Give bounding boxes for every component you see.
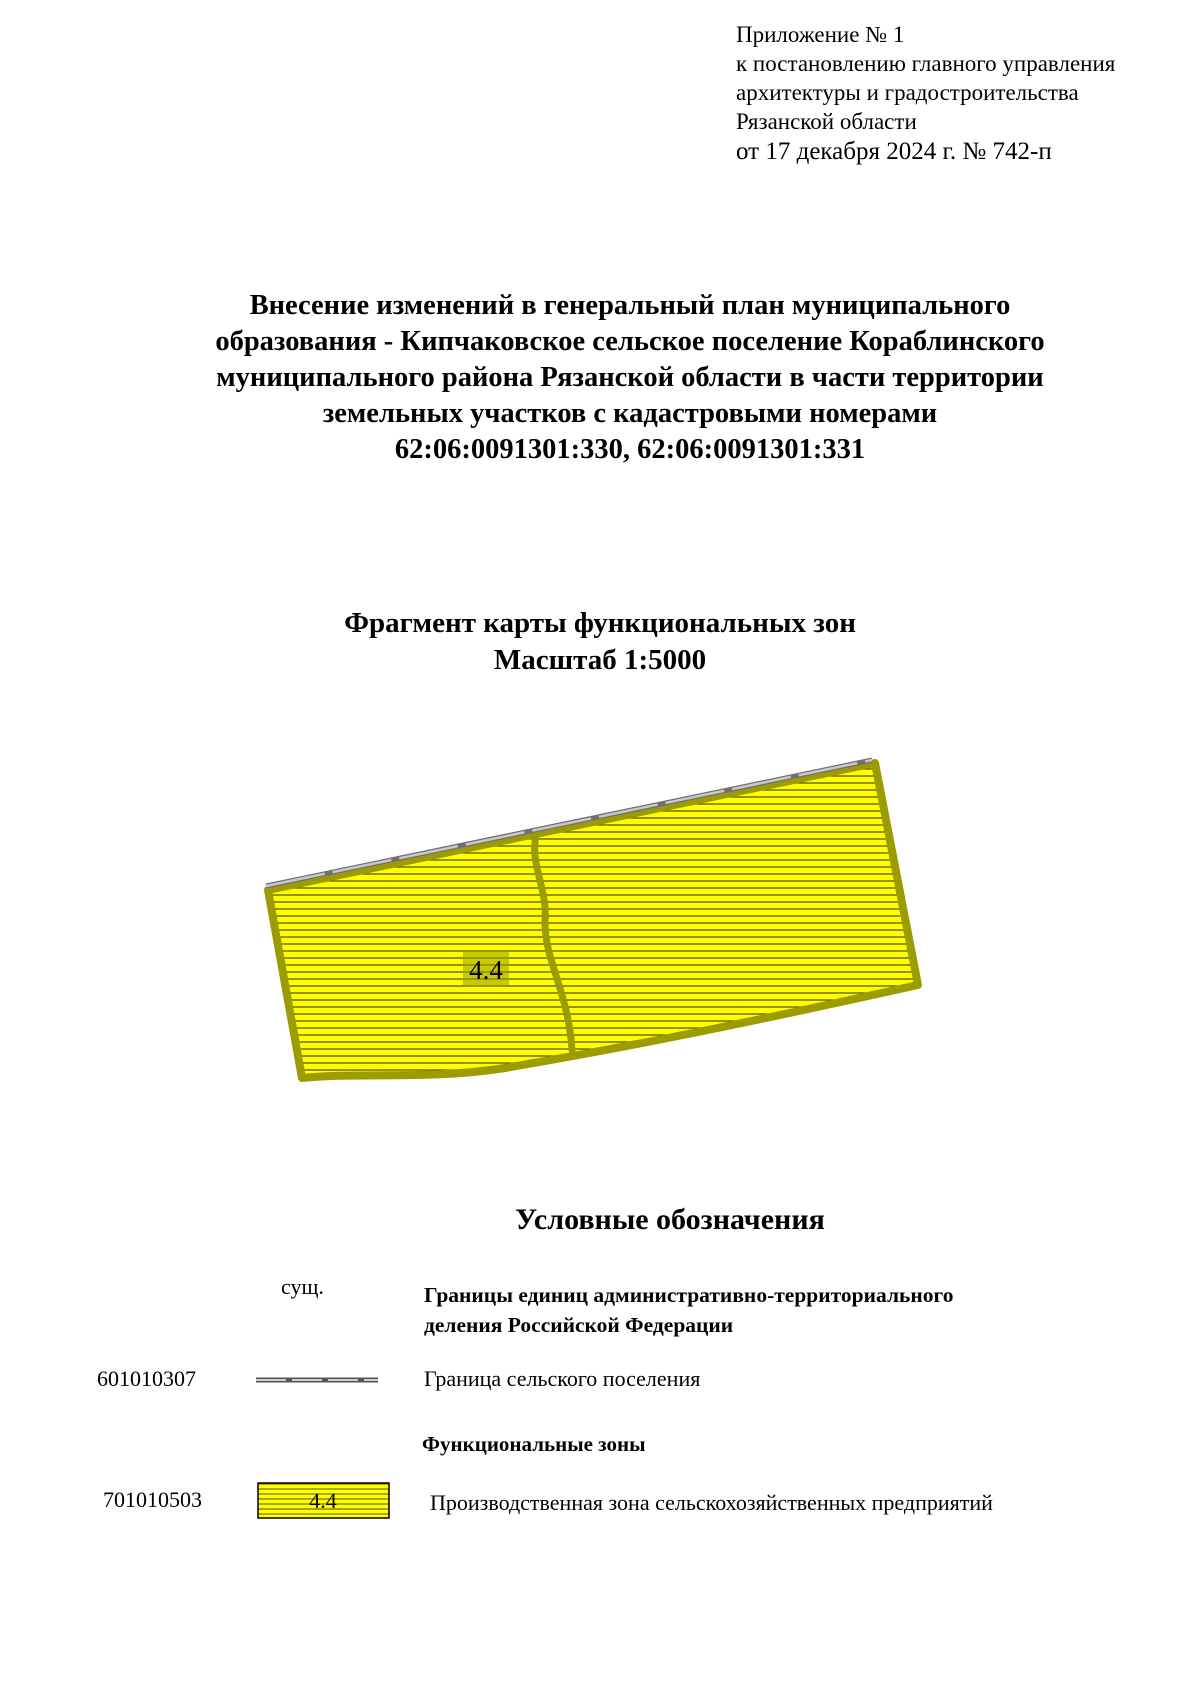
legend-code-boundary: 601010307	[97, 1366, 196, 1391]
appendix-region: Рязанской области	[736, 109, 917, 134]
appendix-resolution: к постановлению главного управления	[736, 51, 1116, 76]
legend-admin-heading-line: Границы единиц административно-территориального	[424, 1283, 954, 1307]
legend-admin-heading	[424, 1280, 954, 1340]
legend-title: Условные обозначения	[515, 1203, 825, 1236]
legend-code-zone: 701010503	[103, 1487, 202, 1512]
legend-zone-label: 4.4	[309, 1488, 337, 1513]
legend-desc-zone: Производственная зона сельскохозяйственных предприятий	[430, 1490, 993, 1515]
appendix-authority: архитектуры и градостроительства	[736, 80, 1079, 105]
cadastral-numbers: 62:06:0091301:330, 62:06:0091301:331	[394, 434, 866, 465]
zone-label: 4.4	[469, 955, 503, 985]
legend-desc-boundary: Граница сельского поселения	[424, 1366, 701, 1391]
legend-existing-label: сущ.	[281, 1274, 324, 1299]
appendix-number: Приложение № 1	[736, 22, 905, 47]
document-title-line: земельных участков с кадастровыми номерами	[322, 398, 938, 429]
legend-functional-zones-heading: Функциональные зоны	[422, 1432, 646, 1456]
map-scale: Масштаб 1:5000	[493, 644, 707, 676]
legend-admin-heading-line: деления Российской Федерации	[424, 1313, 734, 1337]
document-title-line: Внесение изменений в генеральный план муниципального	[249, 290, 1011, 321]
document-title-line: муниципального района Рязанской области в части территории	[216, 362, 1044, 393]
map-fragment-title: Фрагмент карты функциональных зон	[344, 607, 856, 639]
appendix-date: от 17 декабря 2024 г. № 742-п	[736, 138, 1052, 165]
zone-polygon	[268, 763, 918, 1078]
document-title-line: образования - Кипчаковское сельское поселение Кораблинского	[215, 326, 1045, 357]
